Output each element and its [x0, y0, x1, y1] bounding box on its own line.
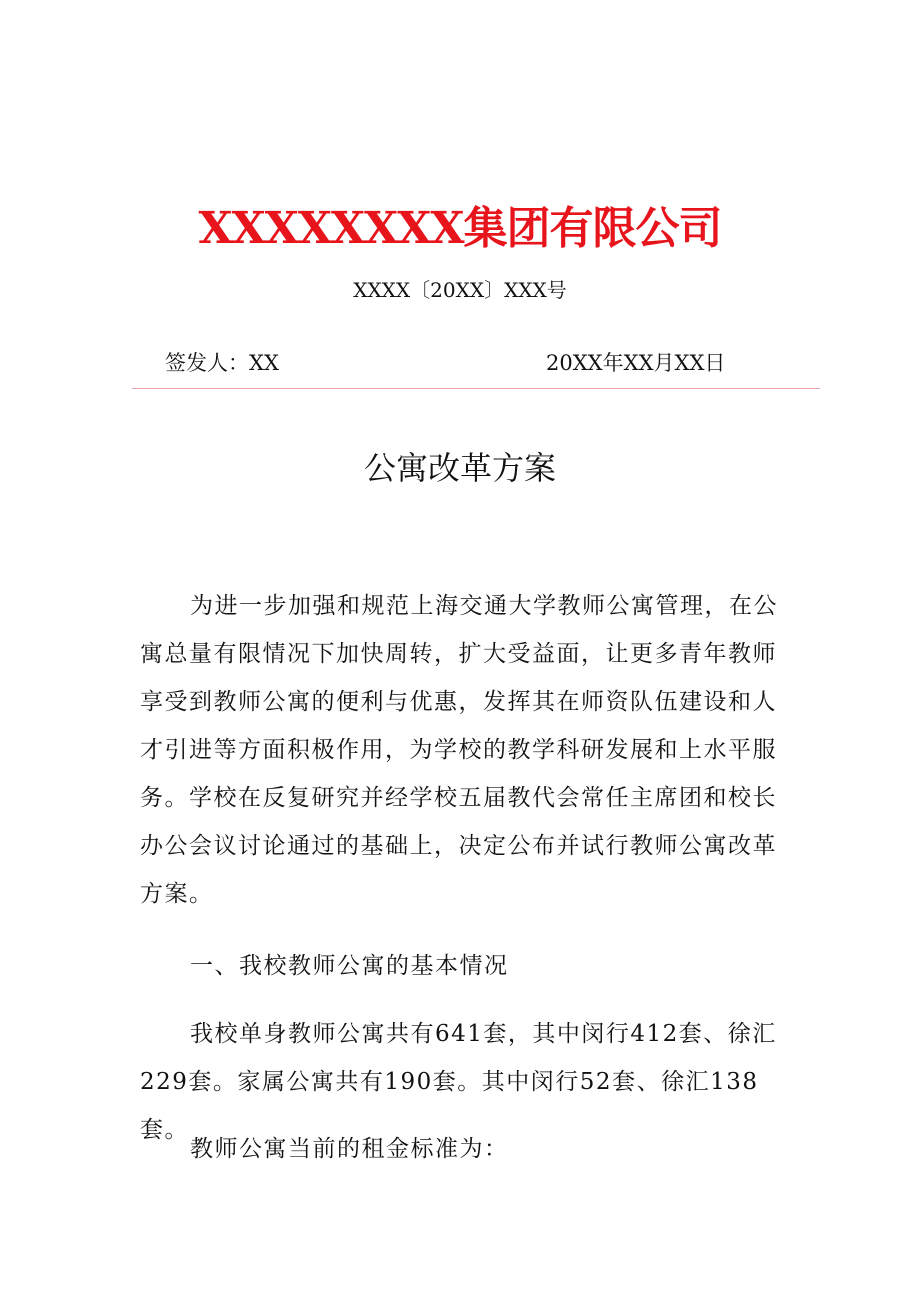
issue-date: 20XX年XX月XX日: [546, 351, 726, 375]
rent-paragraph: 教师公寓当前的租金标准为：: [190, 1136, 509, 1162]
company-name-header: XXXXXXXX集团有限公司: [198, 203, 722, 254]
intro-paragraph: 为进一步加强和规范上海交通大学教师公寓管理，在公寓总量有限情况下加快周转，扩大受益面，让更多青年教师享受到教师公寓的便利与优惠，发挥其在师资队伍建设和人才引进等方面积极作用，为学校的教学科研发展和上水平服务。学校在反复研究并经学校五届教代会常任主席团和校长办公会议讨论通过的基础上，决定公布并试行教师公寓改革方案。: [140, 593, 778, 907]
header-divider: [132, 388, 820, 389]
document-number: XXXX〔20XX〕XXX号: [353, 278, 567, 302]
document-title: 公寓改革方案: [363, 449, 556, 487]
section-heading: 一、我校教师公寓的基本情况: [190, 953, 509, 979]
units-paragraph: 我校单身教师公寓共有641套，其中闵行412套、徐汇229套。家属公寓共有190套。其中闵行52套、徐汇138套。: [140, 1021, 777, 1143]
signer: 签发人：XX: [165, 351, 279, 375]
